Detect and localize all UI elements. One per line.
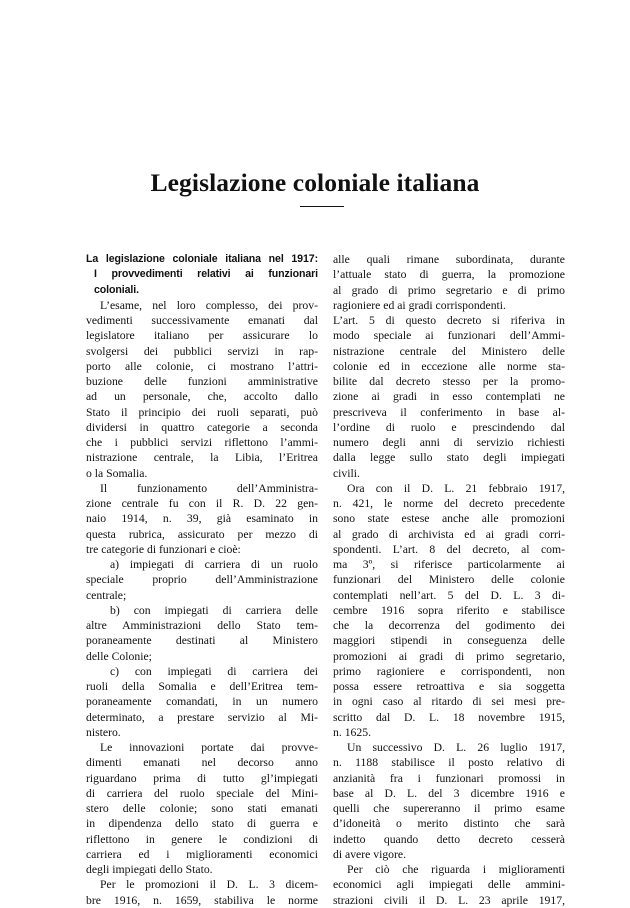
text-line: n. 1188 stabilisce il posto relativo di — [333, 756, 565, 770]
text-line: ad un personale, che, accolto dallo — [86, 390, 318, 404]
text-line: altre Amministrazioni dello Stato tem- — [86, 619, 318, 632]
text-line: anzianità fra i funzionari promossi in — [333, 771, 565, 785]
text-line: quelli che supereranno il primo esame — [333, 802, 565, 815]
text-line: Un successivo D. L. 26 luglio 1917, — [347, 741, 565, 754]
text-line: alle quali rimane subordinata, durante — [333, 253, 565, 266]
text-line: base al D. L. del 3 dicembre 1916 e — [333, 786, 565, 800]
text-line: c) con impiegati di carriera dei — [110, 664, 318, 678]
text-line: indetto quando detto decreto cesserà — [333, 832, 565, 846]
text-line: scritto dal D. L. 18 novembre 1915, — [333, 710, 565, 724]
text-line: svolgersi dei pubblici servizi in rap- — [86, 344, 318, 358]
text-line: l’ordine di ruolo e prescindendo dal — [333, 420, 565, 434]
text-line: dividersi in quattro categorie a seconda — [86, 420, 318, 434]
text-line: porto alle colonie, ci mostrano l’attri- — [86, 359, 318, 373]
text-line: colonie ed in eccezione alle norme sta- — [333, 359, 565, 373]
text-line: tre categorie di funzionari e cioè: — [86, 542, 241, 556]
text-line: stero delle colonie; sono stati emanati — [86, 802, 318, 815]
text-line: bilite dal decreto stesso per la promo- — [333, 375, 565, 388]
text-line: speciale proprio dell’Amministrazione — [86, 573, 318, 587]
text-line: che la decorrenza del godimento dei — [333, 619, 565, 632]
text-line: prescriveva il conferimento in base al- — [333, 405, 565, 419]
text-line: carriera ed i miglioramenti economici — [86, 847, 318, 861]
text-line: d’idoneità o merito distinto che sarà — [333, 817, 565, 831]
text-line: in ogni caso al ritardo di sei mesi pre- — [333, 695, 565, 709]
text-line: primo ragioniere e corrispondenti, non — [333, 664, 565, 678]
text-line: bre 1916, n. 1659, stabiliva le norme — [86, 893, 318, 907]
text-line: degli impiegati dello Stato. — [86, 863, 213, 876]
text-line: maggiori stipendi in conseguenza delle — [333, 634, 565, 648]
text-line: strazioni civili il D. L. 23 aprile 1917, — [333, 893, 565, 907]
text-line: naio 1914, n. 39, già esaminato in — [86, 512, 318, 526]
text-line: n. 1625. — [333, 725, 371, 739]
text-line: n. 421, le norme del decreto precedente — [333, 497, 565, 510]
text-line: di carriera del ruolo speciale del Mini- — [86, 786, 318, 800]
text-line: al grado di primo segretario e di primo — [333, 283, 565, 297]
text-line: funzionari del Ministero delle colonie — [333, 573, 565, 587]
text-line: legislatore italiano per assicurare lo — [86, 329, 318, 343]
text-line: determinato, a prestare servizio al Mi- — [86, 710, 318, 724]
text-line: riguardano prima di tutto gl’impiegati — [86, 771, 318, 785]
text-line: b) con impiegati di carriera delle — [110, 603, 318, 617]
text-line: promozioni ai gradi di primo segretario, — [333, 649, 565, 663]
text-line: nistrazione centrale, la Libia, l’Eritrea — [86, 451, 318, 465]
text-line: La legislazione coloniale italiana nel 1917: — [86, 253, 318, 265]
text-line: poraneamente comandati, in un numero — [86, 695, 318, 709]
text-line: coloniali. — [94, 283, 139, 296]
text-line: di avere vigore. — [333, 847, 407, 861]
page-title: Legislazione coloniale italiana — [150, 168, 480, 197]
text-line: dalla legge sullo stato degli impiegati — [333, 451, 565, 465]
text-line: contemplati nell’art. 5 del D. L. 3 di- — [333, 588, 565, 602]
text-line: vedimenti successivamente emanati dal — [86, 314, 318, 327]
text-line: spondenti. L’art. 8 del decreto, al com- — [333, 542, 565, 556]
text-line: ruoli della Somalia e dell’Eritrea tem- — [86, 680, 318, 693]
text-line: buzione delle funzioni amministrative — [86, 375, 318, 388]
text-line: sono state estese anche alle promozioni — [333, 512, 565, 526]
text-line: dimenti emanati nel decorso anno — [86, 756, 318, 770]
right-text-column — [333, 252, 565, 908]
text-line: civili. — [333, 466, 360, 480]
text-line: che i pubblici servizi riflettono l’ammi- — [86, 436, 318, 449]
text-line: Per le promozioni il D. L. 3 dicem- — [100, 878, 318, 892]
left-text-column — [86, 252, 318, 908]
text-line: nistrazione centrale del Ministero delle — [333, 344, 565, 358]
text-line: economici agli impiegati delle ammini- — [333, 878, 565, 892]
text-line: Stato il principio dei ruoli separati, può — [86, 405, 318, 419]
text-line: ma 3º, si riferisce particolarmente ai — [333, 558, 565, 571]
text-line: nistero. — [86, 725, 121, 739]
text-line: cembre 1916 sopra riferito e stabilisce — [333, 603, 565, 617]
text-line: o la Somalia. — [86, 466, 148, 480]
text-line: zione centrale fu con il R. D. 22 gen- — [86, 497, 318, 510]
text-line: delle Colonie; — [86, 649, 152, 663]
text-line: ragioniere ed ai gradi corrispondenti. — [333, 298, 506, 312]
text-line: al grado di archivista ed ai gradi corri- — [333, 527, 565, 541]
text-line: poraneamente destinati al Ministero — [86, 634, 318, 648]
text-line: L’art. 5 di questo decreto si riferiva in — [333, 314, 565, 327]
text-line: possa essere retroattiva e sia soggetta — [333, 680, 565, 693]
text-line: numero degli anni di servizio richiesti — [333, 436, 565, 449]
text-line: zione ai gradi in esso contemplati ne — [333, 390, 565, 404]
text-line: centrale; — [86, 588, 127, 602]
text-line: Per ciò che riguarda i miglioramenti — [347, 863, 565, 876]
text-line: in dipendenza dello stato di guerra e — [86, 817, 318, 831]
text-line: L’esame, nel loro complesso, dei prov- — [100, 298, 318, 312]
text-line: Le innovazioni portate dai provve- — [100, 741, 318, 754]
text-line: riflettono in genere le condizioni di — [86, 832, 318, 846]
title-divider — [300, 206, 344, 207]
text-line: Il funzionamento dell’Amministra- — [100, 481, 318, 495]
text-line: questa rubrica, assicurato per mezzo di — [86, 527, 318, 541]
text-line: Ora con il D. L. 21 febbraio 1917, — [347, 481, 565, 495]
text-line: I provvedimenti relativi ai funzionari — [94, 268, 318, 281]
text-line: l’attuale stato di guerra, la promozione — [333, 268, 565, 282]
text-line: modo speciale ai funzionari dell’Ammi- — [333, 329, 565, 343]
text-line: a) impiegati di carriera di un ruolo — [110, 558, 318, 571]
